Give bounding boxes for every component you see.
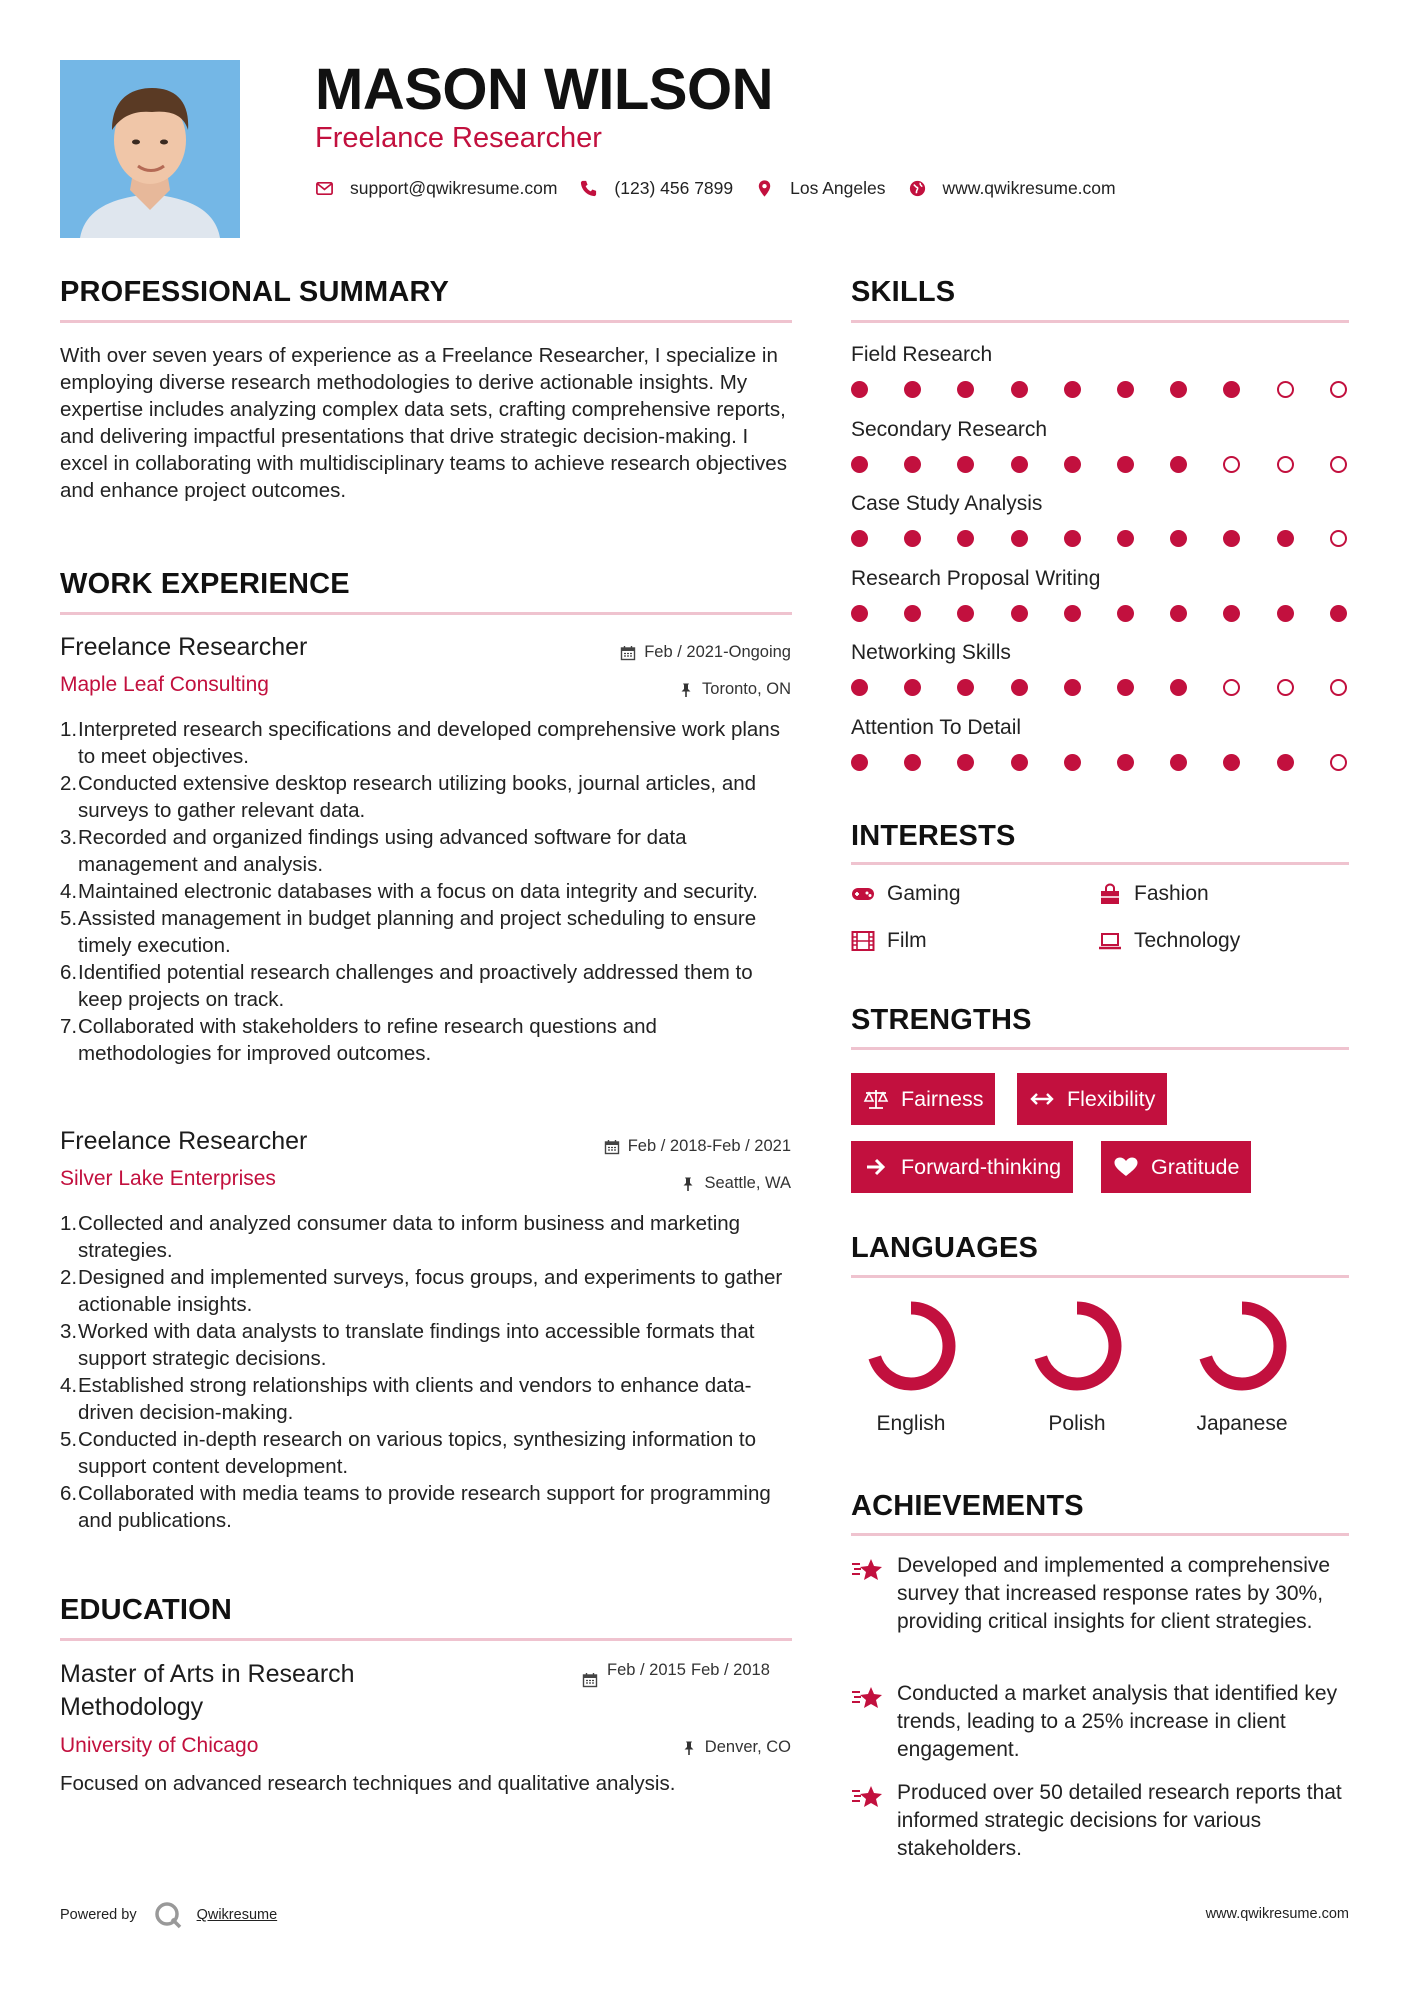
location-text: Los Angeles <box>790 178 886 198</box>
list-item: 2. Conducted extensive desktop research utilizing books, journal articles, and surveys to gather relevant data. <box>60 772 757 822</box>
duty-text: Assisted management in budget planning and project scheduling to ensure timely execution. <box>78 907 757 957</box>
skills-heading: SKILLS <box>851 276 956 308</box>
summary-divider <box>60 320 792 323</box>
achievement-item <box>851 1680 1349 1764</box>
phone-icon <box>579 179 598 198</box>
job-duties-list <box>60 716 792 1067</box>
rating-dot-filled <box>1170 754 1187 771</box>
education-divider <box>60 1638 792 1641</box>
duty-text: Established strong relationships with clients and vendors to enhance data-driven decision-making. <box>78 1374 752 1424</box>
email-text: support@qwikresume.com <box>350 178 558 198</box>
achievement-text: Developed and implemented a comprehensive survey that increased response rates by 30%, providing critical insights for client strategies. <box>897 1554 1331 1633</box>
rating-dot-filled <box>1170 605 1187 622</box>
interests-heading: INTERESTS <box>851 820 1016 852</box>
interest-item-technology <box>1098 929 1240 953</box>
list-item: 1. Interpreted research specifications and developed comprehensive work plans to meet objectives. <box>60 718 780 768</box>
rating-dot-filled <box>957 605 974 622</box>
list-item: 4. Maintained electronic databases with a focus on data integrity and security. <box>60 880 758 903</box>
education-location <box>681 1738 791 1757</box>
film-icon <box>851 930 875 952</box>
contact-email[interactable] <box>315 178 557 199</box>
rating-dot-filled <box>1170 530 1187 547</box>
rating-dot-filled <box>1064 381 1081 398</box>
language-item <box>1012 1298 1142 1436</box>
rating-dot-filled <box>1064 530 1081 547</box>
education-description: Focused on advanced research techniques and qualitative analysis. <box>60 1772 676 1795</box>
education-heading: EDUCATION <box>60 1594 233 1626</box>
contact-location <box>755 178 885 199</box>
school-name: University of Chicago <box>60 1734 259 1757</box>
language-level-arc <box>1039 1308 1115 1384</box>
rating-dot-empty <box>1330 530 1347 547</box>
rating-dot-filled <box>904 679 921 696</box>
person-portrait-icon <box>60 60 240 238</box>
rating-dot-filled <box>1277 605 1294 622</box>
strength-label: Forward-thinking <box>901 1154 1062 1179</box>
duty-text: Identified potential research challenges and proactively addressed them to keep projects on track. <box>78 961 753 1011</box>
duty-text: Maintained electronic databases with a focus on data integrity and security. <box>78 880 758 903</box>
skill-name: Secondary Research <box>851 417 1048 441</box>
rating-dot-empty <box>1330 754 1347 771</box>
rating-dot-empty <box>1223 456 1240 473</box>
contact-bar <box>315 178 1138 199</box>
rating-dot-filled <box>1011 679 1028 696</box>
balance-scale-icon <box>863 1088 889 1110</box>
interests-divider <box>851 862 1349 865</box>
rating-dot-empty <box>1330 456 1347 473</box>
pushpin-icon <box>680 1176 696 1192</box>
duty-text: Designed and implemented surveys, focus groups, and experiments to gather actionable insights. <box>78 1266 783 1316</box>
rating-dot-filled <box>1223 530 1240 547</box>
calendar-icon <box>620 645 636 661</box>
list-item: 3. Recorded and organized findings using advanced software for data management and analysis. <box>60 826 687 876</box>
list-item: 6. Collaborated with media teams to provide research support for programming and publications. <box>60 1482 771 1532</box>
languages-heading: LANGUAGES <box>851 1232 1039 1264</box>
skill-name: Attention To Detail <box>851 715 1022 739</box>
skill-rating <box>851 678 1349 698</box>
skill-rating <box>851 529 1349 549</box>
achievement-text: Produced over 50 detailed research reports that informed strategic decisions for various stakeholders. <box>897 1781 1342 1860</box>
job-dates <box>620 643 791 662</box>
rating-dot-filled <box>904 754 921 771</box>
job-dates-text: Feb / 2018-Feb / 2021 <box>627 1137 791 1155</box>
list-item: 2. Designed and implemented surveys, focus groups, and experiments to gather actionable insights. <box>60 1266 783 1316</box>
pushpin-icon <box>681 1740 697 1756</box>
education-start-date: Feb / 2015 <box>607 1661 686 1679</box>
footer-powered-by <box>60 1900 277 1930</box>
rating-dot-filled <box>1277 754 1294 771</box>
strength-label: Gratitude <box>1151 1154 1240 1179</box>
rating-dot-empty <box>1330 679 1347 696</box>
rating-dot-filled <box>1117 456 1134 473</box>
skill-name: Research Proposal Writing <box>851 566 1101 590</box>
shooting-star-icon <box>851 1783 885 1809</box>
envelope-icon <box>315 179 334 198</box>
language-item <box>1177 1298 1307 1436</box>
summary-heading: PROFESSIONAL SUMMARY <box>60 276 450 308</box>
rating-dot-filled <box>851 456 868 473</box>
skill-rating <box>851 604 1349 624</box>
duty-text: Collected and analyzed consumer data to inform business and marketing strategies. <box>78 1212 741 1262</box>
list-item: 7. Collaborated with stakeholders to refine research questions and methodologies for improved outcomes. <box>60 1015 657 1065</box>
job-location-text: Seattle, WA <box>704 1174 791 1192</box>
degree-title: Master of Arts in Research Methodology <box>60 1660 355 1721</box>
strength-label: Flexibility <box>1067 1086 1156 1111</box>
experience-heading: WORK EXPERIENCE <box>60 568 350 600</box>
rating-dot-filled <box>1117 605 1134 622</box>
rating-dot-filled <box>1117 381 1134 398</box>
pushpin-icon <box>678 682 694 698</box>
skill-name: Case Study Analysis <box>851 492 1043 515</box>
rating-dot-filled <box>1064 679 1081 696</box>
rating-dot-filled <box>1011 754 1028 771</box>
calendar-icon <box>604 1139 620 1155</box>
shooting-star-icon <box>851 1684 885 1710</box>
shooting-star-icon <box>851 1556 885 1582</box>
skill-rating <box>851 753 1349 773</box>
rating-dot-filled <box>1330 605 1347 622</box>
rating-dot-filled <box>851 381 868 398</box>
profile-photo <box>60 60 240 238</box>
strength-tag-forward-thinking <box>851 1141 1073 1193</box>
job-location-text: Toronto, ON <box>702 680 791 698</box>
education-location-text: Denver, CO <box>704 1738 791 1756</box>
phone-text: (123) 456 7899 <box>614 178 734 198</box>
job-title: Freelance Researcher <box>60 633 308 661</box>
rating-dot-filled <box>904 456 921 473</box>
interest-label: Technology <box>1134 929 1241 952</box>
skill-name: Networking Skills <box>851 641 1011 664</box>
list-item: 5. Conducted in-depth research on various topics, synthesizing information to support content development. <box>60 1428 757 1478</box>
heart-icon <box>1113 1156 1139 1178</box>
language-name: English <box>876 1412 946 1435</box>
interest-label: Fashion <box>1134 882 1209 905</box>
strength-tag-fairness <box>851 1073 995 1125</box>
rating-dot-empty <box>1277 456 1294 473</box>
rating-dot-filled <box>1117 530 1134 547</box>
education-dates <box>582 1660 775 1688</box>
rating-dot-filled <box>1011 381 1028 398</box>
rating-dot-filled <box>1064 754 1081 771</box>
contact-phone[interactable] <box>579 178 733 199</box>
rating-dot-filled <box>1117 679 1134 696</box>
rating-dot-empty <box>1277 679 1294 696</box>
interest-label: Gaming <box>887 882 961 905</box>
rating-dot-filled <box>1170 679 1187 696</box>
rating-dot-filled <box>1011 456 1028 473</box>
duty-text: Worked with data analysts to translate findings into accessible formats that support strategic decisions. <box>78 1320 755 1370</box>
qwikresume-logo-icon <box>153 1900 183 1930</box>
job-company: Maple Leaf Consulting <box>60 673 269 696</box>
strength-tag-flexibility <box>1017 1073 1167 1125</box>
strengths-divider <box>851 1047 1349 1050</box>
rating-dot-filled <box>851 754 868 771</box>
shopping-bag-icon <box>1098 883 1122 905</box>
job-duties-list <box>60 1210 792 1534</box>
language-level-arc <box>873 1308 949 1384</box>
language-item <box>846 1298 976 1436</box>
language-level-ring <box>1029 1298 1125 1394</box>
contact-website[interactable] <box>908 178 1116 199</box>
summary-text: With over seven years of experience as a Freelance Researcher, I specialize in employing diverse research methodologies to derive actionable insights. My expertise includes analyzing complex data sets, crafting comprehensive reports, and delivering impactful presentations that drive strategic decision-making. I excel in collaborating with multidisciplinary teams to achieve research objectives and enhance project outcomes. <box>60 344 787 502</box>
rating-dot-filled <box>1011 530 1028 547</box>
rating-dot-filled <box>1117 754 1134 771</box>
rating-dot-filled <box>1064 456 1081 473</box>
website-text: www.qwikresume.com <box>942 178 1116 198</box>
job-dates <box>604 1137 791 1156</box>
rating-dot-filled <box>1011 605 1028 622</box>
laptop-icon <box>1098 930 1122 952</box>
globe-icon <box>908 179 927 198</box>
arrows-horizontal-icon <box>1029 1088 1055 1110</box>
gamepad-icon <box>851 883 875 905</box>
rating-dot-empty <box>1330 381 1347 398</box>
interest-item-film <box>851 929 927 953</box>
rating-dot-empty <box>1223 679 1240 696</box>
language-level-arc <box>1204 1308 1280 1384</box>
rating-dot-filled <box>957 456 974 473</box>
list-item: 3. Worked with data analysts to translate findings into accessible formats that support strategic decisions. <box>60 1320 755 1370</box>
rating-dot-filled <box>851 530 868 547</box>
rating-dot-filled <box>957 381 974 398</box>
footer-website[interactable]: www.qwikresume.com <box>1205 1906 1349 1922</box>
achievements-divider <box>851 1533 1349 1536</box>
duty-text: Conducted in-depth research on various topics, synthesizing information to support content development. <box>78 1428 757 1478</box>
rating-dot-filled <box>957 530 974 547</box>
skill-rating <box>851 380 1349 400</box>
interest-item-fashion <box>1098 882 1209 906</box>
experience-divider <box>60 612 792 615</box>
arrow-right-icon <box>863 1156 889 1178</box>
candidate-title: Freelance Researcher <box>315 122 602 154</box>
duty-text: Conducted extensive desktop research utilizing books, journal articles, and surveys to gather relevant data. <box>78 772 757 822</box>
list-item: 6. Identified potential research challenges and proactively addressed them to keep projects on track. <box>60 961 753 1011</box>
achievements-heading: ACHIEVEMENTS <box>851 1490 1084 1522</box>
rating-dot-filled <box>1064 605 1081 622</box>
rating-dot-filled <box>957 679 974 696</box>
strengths-heading: STRENGTHS <box>851 1004 1032 1036</box>
languages-divider <box>851 1275 1349 1278</box>
skill-rating <box>851 455 1349 475</box>
rating-dot-filled <box>851 679 868 696</box>
list-item: 1. Collected and analyzed consumer data to inform business and marketing strategies. <box>60 1212 741 1262</box>
education-end-date: Feb / 2018 <box>691 1661 770 1679</box>
language-name: Polish <box>1048 1412 1106 1435</box>
strength-tag-gratitude <box>1101 1141 1251 1193</box>
interest-item-gaming <box>851 882 961 906</box>
language-level-ring <box>1194 1298 1290 1394</box>
rating-dot-filled <box>1170 456 1187 473</box>
duty-text: Recorded and organized findings using advanced software for data management and analysis. <box>78 826 687 876</box>
calendar-icon <box>582 1672 598 1688</box>
language-level-ring <box>863 1298 959 1394</box>
map-pin-icon <box>755 179 774 198</box>
list-item: 4. Established strong relationships with clients and vendors to enhance data-driven decision-making. <box>60 1374 752 1424</box>
achievement-item <box>851 1552 1349 1636</box>
achievement-text: Conducted a market analysis that identified key trends, leading to a 25% increase in client engagement. <box>897 1682 1338 1761</box>
interest-label: Film <box>887 929 927 952</box>
job-title: Freelance Researcher <box>60 1127 308 1155</box>
rating-dot-filled <box>957 754 974 771</box>
job-location <box>678 680 791 699</box>
rating-dot-filled <box>1223 754 1240 771</box>
qwikresume-link[interactable]: Qwikresume <box>196 1907 278 1923</box>
job-location <box>680 1174 791 1193</box>
list-item: 5. Assisted management in budget planning and project scheduling to ensure timely execution. <box>60 907 757 957</box>
job-company: Silver Lake Enterprises <box>60 1167 276 1190</box>
skill-name: Field Research <box>851 343 993 366</box>
duty-text: Interpreted research specifications and developed comprehensive work plans to meet objectives. <box>78 718 780 768</box>
rating-dot-filled <box>904 381 921 398</box>
rating-dot-empty <box>1277 381 1294 398</box>
candidate-name: MASON WILSON <box>315 57 773 122</box>
language-name: Japanese <box>1196 1412 1288 1435</box>
achievement-item <box>851 1779 1349 1863</box>
rating-dot-filled <box>1223 605 1240 622</box>
duty-text: Collaborated with media teams to provide research support for programming and publications. <box>78 1482 771 1532</box>
skills-divider <box>851 320 1349 323</box>
powered-by-text: Powered by <box>60 1907 137 1923</box>
strength-label: Fairness <box>901 1086 984 1111</box>
rating-dot-filled <box>1170 381 1187 398</box>
rating-dot-filled <box>1223 381 1240 398</box>
rating-dot-filled <box>851 605 868 622</box>
duty-text: Collaborated with stakeholders to refine research questions and methodologies for improved outcomes. <box>78 1015 657 1065</box>
rating-dot-filled <box>904 530 921 547</box>
rating-dot-filled <box>904 605 921 622</box>
rating-dot-filled <box>1277 530 1294 547</box>
job-dates-text: Feb / 2021-Ongoing <box>644 643 791 661</box>
